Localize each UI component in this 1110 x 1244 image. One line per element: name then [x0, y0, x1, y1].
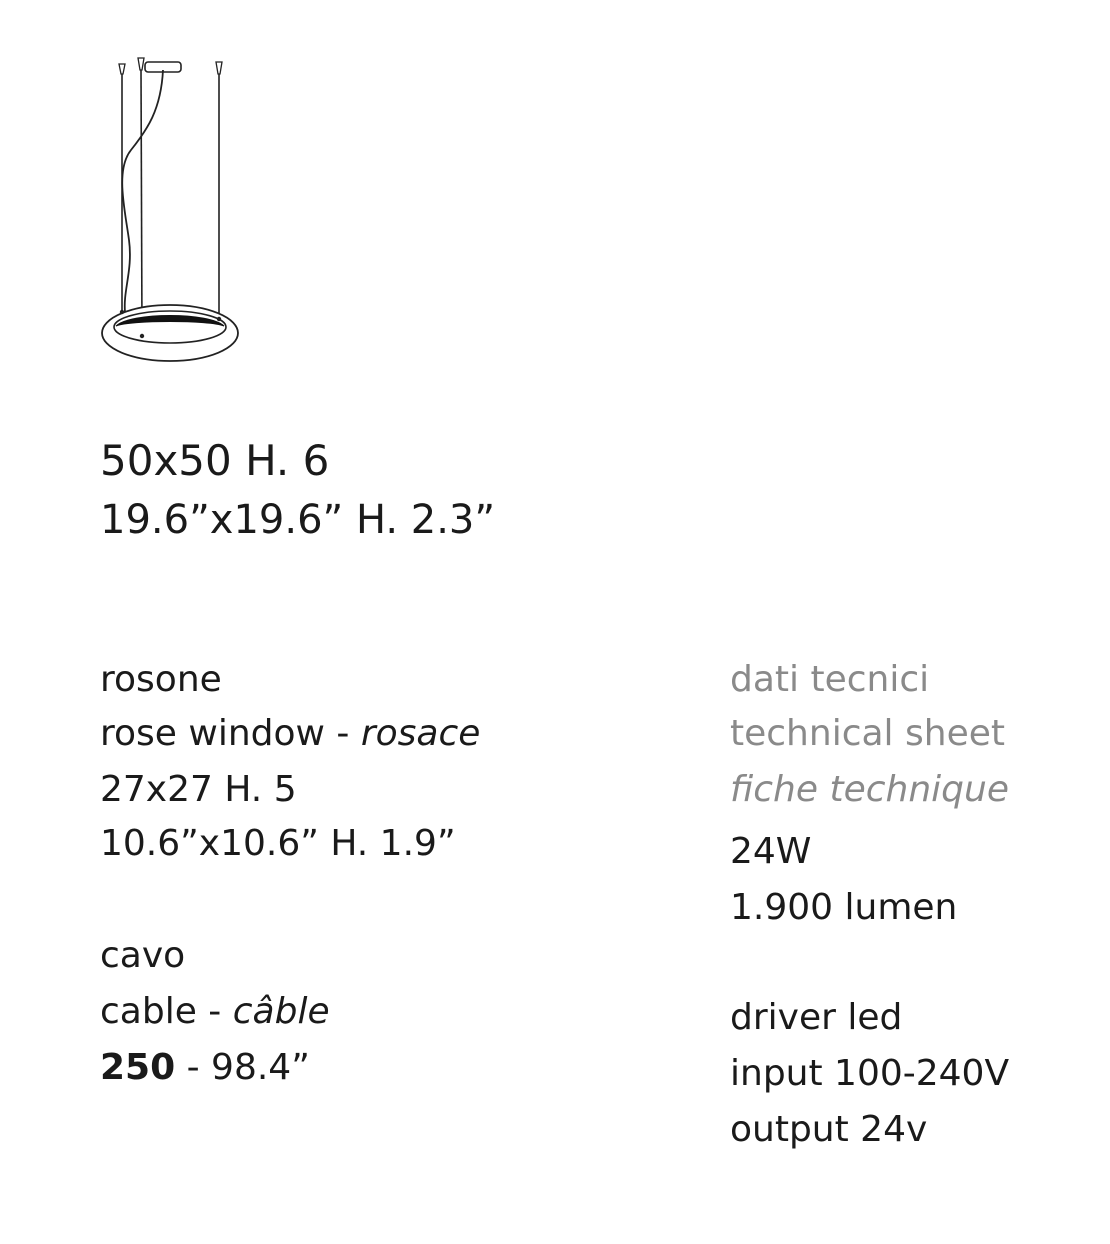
dati-tecnici-title-en: technical sheet	[730, 713, 1005, 754]
wire-mid	[141, 70, 142, 335]
power-value: 24W	[730, 831, 812, 872]
dati-tecnici-title-fr: fiche technique	[730, 769, 1009, 810]
cavo-subtitle	[100, 991, 330, 1032]
cavo-subtitle-en: cable -	[100, 991, 233, 1032]
power-cable	[122, 70, 163, 312]
gripper-mid	[138, 58, 144, 70]
gripper-right	[216, 62, 222, 74]
cavo-title: cavo	[100, 935, 186, 976]
driver-led-title: driver led	[730, 997, 903, 1038]
driver-output: output 24v	[730, 1109, 928, 1150]
product-dimensions-cm: 50x50 H. 6	[100, 436, 330, 485]
rosone-dimensions-cm: 27x27 H. 5	[100, 769, 297, 810]
rosone-subtitle-fr: rosace	[360, 713, 481, 754]
driver-input: input 100-240V	[730, 1053, 1010, 1094]
rosone-dimensions-in: 10.6”x10.6” H. 1.9”	[100, 823, 456, 864]
rosone-title: rosone	[100, 659, 222, 700]
lumen-value: 1.900 lumen	[730, 887, 958, 928]
cavo-length-cm: 250	[100, 1047, 176, 1088]
cavo-length	[100, 1047, 310, 1088]
pendant-lamp-illustration	[95, 50, 245, 380]
gripper-left	[119, 64, 125, 74]
product-dimensions-in: 19.6”x19.6” H. 2.3”	[100, 497, 496, 543]
cavo-subtitle-fr: câble	[232, 991, 330, 1032]
cavo-length-in: - 98.4”	[175, 1047, 310, 1088]
rosone-subtitle	[100, 713, 481, 754]
rosone-subtitle-en: rose window -	[100, 713, 361, 754]
dati-tecnici-title: dati tecnici	[730, 659, 930, 700]
